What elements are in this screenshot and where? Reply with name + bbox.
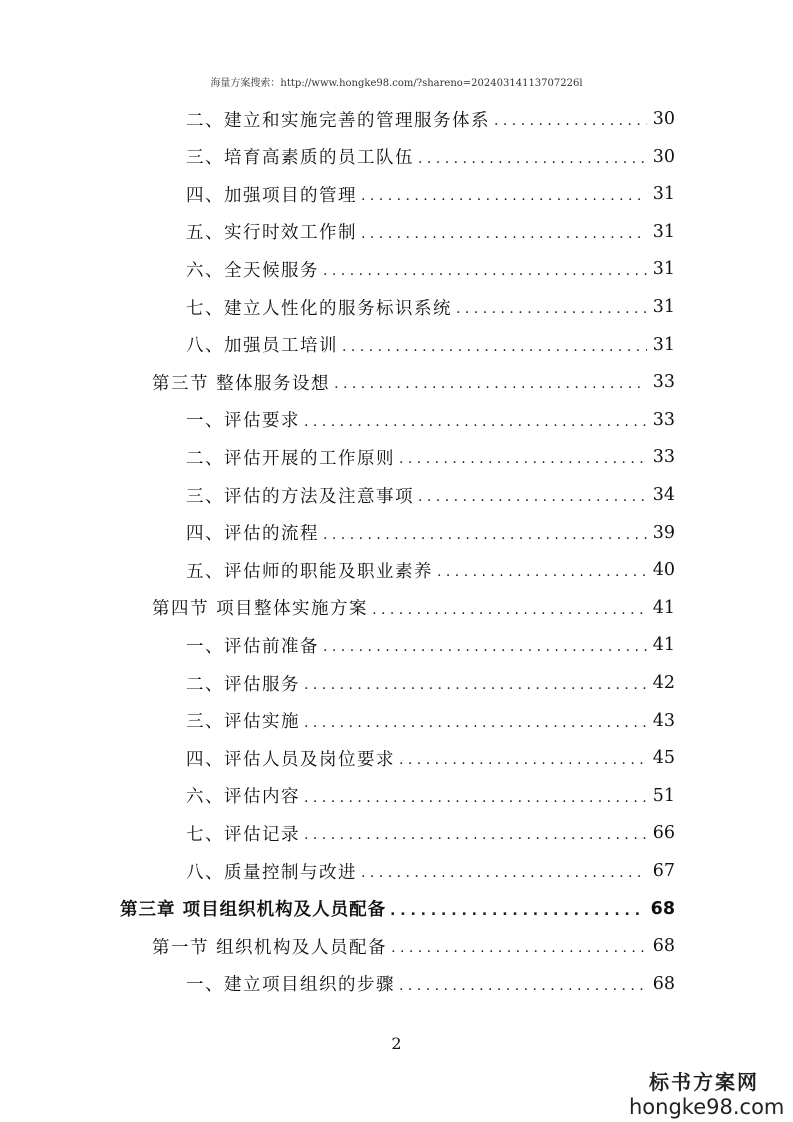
toc-entry[interactable] xyxy=(186,101,675,137)
toc-leader-dots xyxy=(390,903,645,919)
toc-leader-dots xyxy=(323,263,647,279)
toc-entry-title: 三、评估实施 xyxy=(186,712,300,733)
watermark-domain: hongke98.com xyxy=(629,1095,785,1119)
toc-entry-title: 八、质量控制与改进 xyxy=(186,862,357,883)
toc-entry-page: 45 xyxy=(652,748,675,769)
toc-entry-page: 31 xyxy=(652,259,675,280)
toc-entry-title: 六、全天候服务 xyxy=(186,260,319,281)
toc-leader-dots xyxy=(399,451,647,467)
toc-entry-page: 31 xyxy=(652,221,675,242)
toc-entry[interactable] xyxy=(152,590,675,626)
toc-entry-title: 四、评估人员及岗位要求 xyxy=(186,749,395,770)
toc-entry-page: 33 xyxy=(652,447,675,468)
toc-entry[interactable] xyxy=(186,703,675,739)
toc-entry[interactable] xyxy=(186,515,675,551)
toc-entry-page: 39 xyxy=(652,522,675,543)
toc-leader-dots xyxy=(494,113,647,129)
toc-entry[interactable] xyxy=(186,139,675,175)
toc-entry[interactable] xyxy=(186,439,675,475)
toc-entry[interactable] xyxy=(186,289,675,325)
toc-entry-page: 30 xyxy=(652,146,675,167)
toc-entry-page: 68 xyxy=(650,898,675,919)
toc-entry-title: 一、建立项目组织的步骤 xyxy=(186,975,395,996)
toc-entry[interactable] xyxy=(186,477,675,513)
toc-entry[interactable] xyxy=(186,214,675,250)
toc-entry[interactable] xyxy=(152,364,675,400)
toc-entry[interactable] xyxy=(120,891,675,927)
toc-entry-title: 第三章 项目组织机构及人员配备 xyxy=(120,900,387,921)
toc-entry-title: 第三节 整体服务设想 xyxy=(152,373,331,394)
toc-entry[interactable] xyxy=(186,815,675,851)
toc-leader-dots xyxy=(361,226,647,242)
toc-entry-title: 四、评估的流程 xyxy=(186,524,319,545)
toc-leader-dots xyxy=(361,188,647,204)
toc-leader-dots xyxy=(304,715,647,731)
toc-leader-dots xyxy=(399,978,647,994)
toc-entry-page: 33 xyxy=(652,372,675,393)
toc-leader-dots xyxy=(304,414,647,430)
toc-entry[interactable] xyxy=(186,176,675,212)
toc-entry-title: 七、建立人性化的服务标识系统 xyxy=(186,298,452,319)
toc-entry[interactable] xyxy=(186,853,675,889)
site-watermark-logo xyxy=(629,1066,785,1119)
page-number: 2 xyxy=(391,1034,402,1053)
toc-entry[interactable] xyxy=(186,740,675,776)
toc-entry-title: 一、评估要求 xyxy=(186,411,300,432)
toc-entry-title: 第四节 项目整体实施方案 xyxy=(152,599,369,620)
toc-entry-page: 41 xyxy=(652,635,675,656)
toc-entry-page: 30 xyxy=(652,109,675,129)
toc-entry-title: 三、培育高素质的员工队伍 xyxy=(186,148,414,169)
toc-entry-title: 第一节 组织机构及人员配备 xyxy=(152,937,388,958)
toc-entry-page: 43 xyxy=(652,710,675,731)
toc-leader-dots xyxy=(456,301,647,317)
toc-leader-dots xyxy=(323,527,647,543)
toc-entry[interactable] xyxy=(186,778,675,814)
toc-entry-page: 34 xyxy=(652,485,675,505)
toc-leader-dots xyxy=(323,639,647,655)
toc-leader-dots xyxy=(418,489,647,505)
toc-entry-page: 66 xyxy=(652,823,675,844)
toc-leader-dots xyxy=(304,827,647,843)
toc-entry-page: 51 xyxy=(652,785,675,806)
toc-entry-title: 二、评估服务 xyxy=(186,674,300,695)
toc-entry[interactable] xyxy=(186,327,675,363)
toc-entry-title: 八、加强员工培训 xyxy=(186,336,338,357)
toc-entry-title: 六、评估内容 xyxy=(186,787,300,808)
toc-leader-dots xyxy=(372,602,647,618)
toc-entry[interactable] xyxy=(186,552,675,588)
toc-leader-dots xyxy=(418,151,647,167)
toc-entry-page: 67 xyxy=(652,861,675,881)
toc-entry-page: 68 xyxy=(652,973,675,994)
watermark-title: 标书方案网 xyxy=(649,1070,759,1094)
toc-entry-title: 二、评估开展的工作原则 xyxy=(186,448,395,469)
toc-entry-page: 68 xyxy=(652,936,675,957)
toc-entry-page: 41 xyxy=(652,597,675,618)
toc-entry-page: 42 xyxy=(652,673,675,693)
toc-entry-title: 三、评估的方法及注意事项 xyxy=(186,486,414,507)
toc-entry-title: 五、评估师的职能及职业素养 xyxy=(186,561,433,582)
toc-entry-page: 40 xyxy=(652,560,675,581)
toc-entry-title: 一、评估前准备 xyxy=(186,636,319,657)
toc-entry-page: 31 xyxy=(652,297,675,317)
toc-entry-title: 四、加强项目的管理 xyxy=(186,185,357,206)
toc-entry-title: 二、建立和实施完善的管理服务体系 xyxy=(186,110,490,131)
toc-entry-page: 31 xyxy=(652,184,675,205)
toc-entry[interactable] xyxy=(186,251,675,287)
toc-leader-dots xyxy=(399,752,647,768)
toc-entry-title: 七、评估记录 xyxy=(186,824,300,845)
toc-entry[interactable] xyxy=(186,966,675,1002)
toc-leader-dots xyxy=(304,677,647,693)
toc-entry[interactable] xyxy=(186,402,675,438)
toc-entry-page: 33 xyxy=(652,409,675,430)
toc-leader-dots xyxy=(342,339,647,355)
toc-leader-dots xyxy=(361,865,647,881)
toc-entry-page: 31 xyxy=(652,334,675,355)
toc-leader-dots xyxy=(437,564,647,580)
toc-leader-dots xyxy=(304,790,647,806)
toc-leader-dots xyxy=(334,376,647,392)
page-header-url: 海量方案搜索：http://www.hongke98.com/?shareno=20240314113707226l xyxy=(210,78,583,89)
toc-entry[interactable] xyxy=(186,665,675,701)
toc-entry[interactable] xyxy=(152,928,675,964)
toc-leader-dots xyxy=(391,940,647,956)
toc-entry-title: 五、实行时效工作制 xyxy=(186,223,357,244)
toc-entry[interactable] xyxy=(186,627,675,663)
